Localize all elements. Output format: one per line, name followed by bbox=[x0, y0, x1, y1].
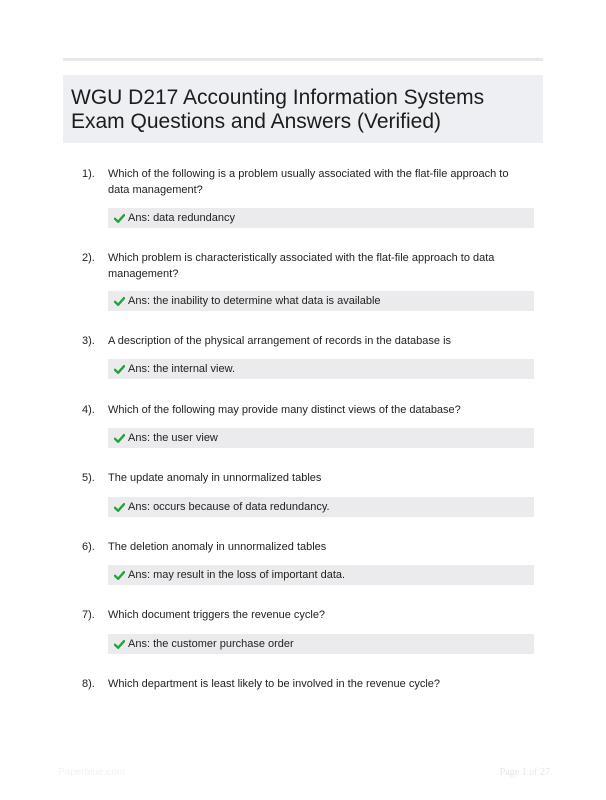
answer-box bbox=[108, 291, 534, 311]
answer-text: Ans: the user view bbox=[128, 432, 218, 444]
document-title: WGU D217 Accounting Information Systems Exam Questions and Answers (Verified) bbox=[71, 86, 485, 133]
question-number: 8). bbox=[82, 678, 95, 690]
question-number: 2). bbox=[82, 252, 95, 264]
question-text: Which document triggers the revenue cycle? bbox=[108, 609, 326, 621]
question-text: Which problem is characteristically associated with the flat-file approach to data management? bbox=[108, 252, 495, 280]
question-text: Which of the following is a problem usually associated with the flat-file approach to data management? bbox=[108, 168, 509, 196]
question-number: 3). bbox=[82, 335, 95, 347]
answer-box bbox=[108, 208, 534, 228]
answer-text: Ans: the customer purchase order bbox=[128, 638, 294, 650]
answer-text: Ans: occurs because of data redundancy. bbox=[128, 501, 330, 513]
check-icon bbox=[114, 502, 125, 513]
answer-box bbox=[108, 565, 534, 585]
question-text: Which department is least likely to be involved in the revenue cycle? bbox=[108, 678, 441, 690]
question-number: 5). bbox=[82, 472, 95, 484]
question-number: 7). bbox=[82, 609, 95, 621]
check-icon bbox=[114, 639, 125, 650]
answer-box bbox=[108, 497, 534, 517]
check-icon bbox=[114, 433, 125, 444]
answer-text: Ans: the inability to determine what data is available bbox=[128, 295, 381, 307]
question-number: 1). bbox=[82, 168, 95, 180]
question-number: 4). bbox=[82, 404, 95, 416]
answer-box bbox=[108, 428, 534, 448]
footer-watermark: Paperblue.com bbox=[58, 767, 126, 778]
question-text: Which of the following may provide many distinct views of the database? bbox=[108, 404, 461, 416]
answer-text: Ans: the internal view. bbox=[128, 363, 236, 375]
check-icon bbox=[114, 213, 125, 224]
question-text: The deletion anomaly in unnormalized tables bbox=[108, 541, 327, 553]
answer-text: Ans: may result in the loss of important data. bbox=[128, 569, 346, 581]
page-number: Page 1 of 27 bbox=[499, 767, 550, 778]
check-icon bbox=[114, 296, 125, 307]
question-text: The update anomaly in unnormalized tables bbox=[108, 472, 322, 484]
question-text: A description of the physical arrangement of records in the database is bbox=[108, 335, 452, 347]
answer-box bbox=[108, 634, 534, 654]
check-icon bbox=[114, 570, 125, 581]
check-icon bbox=[114, 364, 125, 375]
answer-box bbox=[108, 359, 534, 379]
answer-text: Ans: data redundancy bbox=[128, 212, 236, 224]
question-number: 6). bbox=[82, 541, 95, 553]
